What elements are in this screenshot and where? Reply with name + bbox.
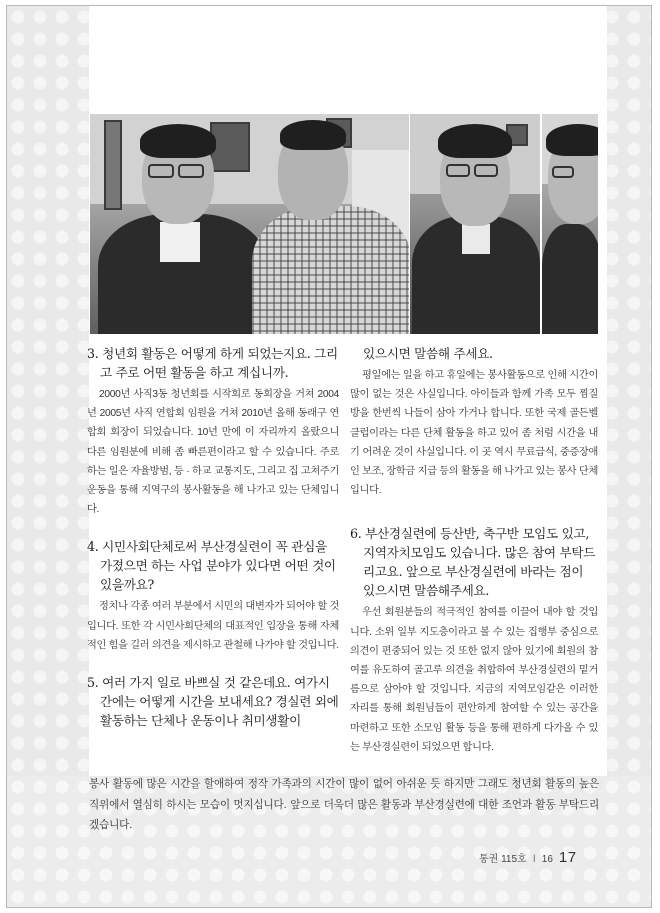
question-4: 4. 시민사회단체로써 부산경실련이 꼭 관심을 가졌으면 하는 사업 분야가 있다면 어떤 것이 있을까요? [87,539,336,593]
interview-photo-cropped [542,114,598,334]
page-footer [479,849,577,866]
right-column [350,344,598,757]
interview-photo-portrait [410,114,540,334]
question-5-continued: 있으시면 말씀해 주세요. [363,346,493,361]
magazine-page [6,5,652,908]
footer-separator: I [532,853,536,865]
left-column [87,344,339,733]
closing-remarks: 봉사 활동에 많은 시간을 할애하여 정작 가족과의 시간이 많이 없어 아쉬운 듯 하지만 그래도 청년회 활동의 높은 직위에서 열심히 하시는 모습이 멋지십니다. 앞으로 더욱더 많은 활동과 부산경실련에 대한 조언과 활동 부탁드리겠습니다. [89,778,599,831]
page-number-right: 17 [558,849,577,866]
question-6: 6. 부산경실련에 등산반, 축구반 모임도 있고, 지역자치모임도 있습니다. 많은 참여 부탁드리고요. 앞으로 부산경실련에 바라는 점이 있으시면 말씀해주세요. [350,526,596,599]
answer-6: 우선 회원분들의 적극적인 참여를 이끌어 내야 할 것입니다. 소위 일부 지도층이라고 볼 수 있는 집행부 중심으로 의견이 편중되어 있는 것 또한 없지 않아 있기에 회원의 참여를 유도하여 골고루 의견을 취합하여 부산경실련의 밑거름으로 삼아야 할 것입니다. 지금의 지역모임같은 이러한 자리를 통해 회원님들이 편안하게 참여할 수 있는 공간을 마련하고 또한 소모임 활동 등을 통해 편하게 다가올 수 있는 부산경실련이 되었으면 합니다. [350,607,598,753]
interview-photo-two-men [90,114,409,334]
page-number-left: 16 [541,854,553,865]
answer-5: 평일에는 일을 하고 휴일에는 봉사활동으로 인해 시간이 많이 없는 것은 사실입니다. 아이들과 함께 가족 모두 찜질방을 한번씩 나들이 삼아 가거나 합니다. 또한 국제 골든벨 클럽이라는 다른 단체 활동을 하고 있어 좀 처럼 시간을 내기 어려운 것이 사실입니다. 이 곳 역시 무료급식, 중증장애인 보조, 장학금 지급 등의 활동을 해 나가고 있는 봉사 단체입니다. [350,370,598,497]
answer-4: 정치나 각종 여러 부분에서 시민의 대변자가 되어야 할 것입니다. 또한 각 시민사회단체의 대표적인 입장을 통해 자체적인 힘을 길러 의견을 제시하고 관철해 나가야 할 것입니다. [87,601,339,651]
answer-3: 2000년 사직3동 청년회를 시작회로 동회장을 거쳐 2004년 2005년 사직 연합회 임원을 거쳐 2010년 올해 동래구 연합회 회장이 되었습니다. 10년 만에 이 자리까지 올랐으니 다른 임원분에 비해 좀 빠른편이라고 할 수 있습니다. 주로 하는 일은 자율방범, 등 · 하교 교통지도, 그리고 집 고쳐주기 운동을 통해 지역구의 봉사활동을 해 나가고 있는 단체입니다. [87,389,339,516]
question-3: 3. 청년회 활동은 어떻게 하게 되었는지요. 그리고 주로 어떤 활동을 하고 계십니까. [87,346,338,380]
question-5: 5. 여러 가지 일로 바쁘실 것 같은데요. 여가시간에는 어떻게 시간을 보내세요? 경실련 외에 활동하는 단체나 운동이나 취미생활이 [87,675,339,729]
magazine-issue: 통권 115호 [479,854,527,865]
